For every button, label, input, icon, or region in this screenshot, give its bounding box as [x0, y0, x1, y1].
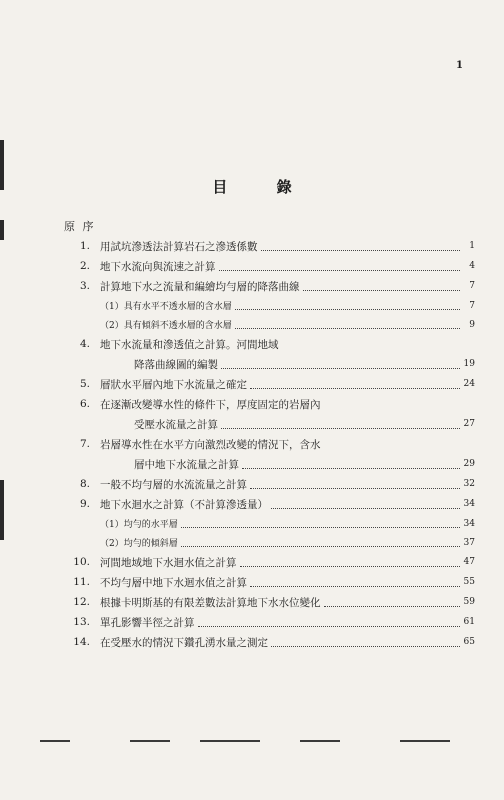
entry-title: 計算地下水之流量和編繪均勻層的降落曲線	[100, 280, 300, 293]
leader-dots	[324, 606, 461, 607]
toc-entry	[60, 394, 475, 414]
toc-entry-continuation	[60, 454, 475, 474]
entry-number: 10.	[73, 556, 90, 568]
entry-title: 層中地下水流量之計算	[134, 458, 239, 471]
leader-dots	[250, 388, 460, 389]
entry-page: 7	[469, 300, 475, 311]
leader-dots	[250, 488, 460, 489]
toc-entry	[60, 552, 475, 572]
leader-dots	[303, 290, 461, 291]
page-title: 目 錄	[212, 178, 314, 196]
entry-page: 61	[463, 617, 475, 627]
entry-number: 6.	[79, 398, 90, 410]
toc-entry	[60, 276, 475, 296]
entry-page: 34	[463, 499, 475, 509]
toc-entry-continuation	[60, 414, 475, 434]
scan-edge-line	[200, 740, 260, 742]
leader-dots	[219, 270, 461, 271]
leader-dots	[271, 508, 460, 509]
entry-number: 12.	[73, 596, 90, 608]
entry-title: （1）具有水平不透水層的含水層	[100, 302, 232, 312]
toc-entry	[60, 256, 475, 276]
entry-number: 13.	[73, 616, 90, 628]
entry-title: 地下水迴水之計算（不計算滲透量）	[100, 498, 268, 511]
entry-number: 9.	[79, 498, 90, 510]
toc-subentry	[60, 315, 475, 334]
entry-page: 4	[469, 261, 475, 271]
toc-entry	[60, 334, 475, 354]
entry-title: 在受壓水的情況下鑽孔湧水量之測定	[100, 636, 268, 649]
entry-title: 受壓水流量之計算	[134, 418, 218, 431]
scan-edge-line	[40, 740, 70, 742]
toc-subentry	[60, 296, 475, 315]
entry-page: 37	[463, 537, 475, 548]
entry-title: 地下水流量和滲透值之計算。河間地域	[100, 338, 279, 351]
leader-dots	[240, 566, 461, 567]
page-number: 1	[456, 60, 463, 71]
toc-subentry	[60, 514, 475, 533]
toc-entry	[60, 592, 475, 612]
entry-number: 3.	[79, 280, 90, 292]
leader-dots	[235, 328, 460, 329]
leader-dots	[261, 250, 461, 251]
entry-number: 11.	[73, 576, 90, 588]
binding-shadow	[0, 220, 4, 240]
entry-title: 單孔影響半徑之計算	[100, 616, 195, 629]
entry-page: 55	[463, 577, 475, 587]
entry-page: 65	[463, 637, 475, 647]
toc-subentry	[60, 533, 475, 552]
entry-page: 47	[463, 557, 475, 567]
toc-entry-continuation	[60, 354, 475, 374]
toc-entry	[60, 374, 475, 394]
entry-page: 9	[469, 319, 475, 330]
entry-title: （2）均勻的傾斜層	[100, 539, 178, 549]
entry-title: 用試坑滲透法計算岩石之滲透係數	[100, 240, 258, 253]
entry-number: 5.	[79, 378, 90, 390]
entry-page: 29	[463, 459, 475, 469]
scan-edge-line	[300, 740, 340, 742]
entry-title: 降落曲線圖的編製	[134, 358, 218, 371]
entry-number: 2.	[79, 260, 90, 272]
toc-entry	[60, 494, 475, 514]
leader-dots	[221, 428, 460, 429]
table-of-contents	[60, 236, 475, 652]
entry-title: 岩層導水性在水平方向激烈改變的情況下，含水	[100, 438, 321, 451]
leader-dots	[242, 468, 460, 469]
entry-number: 1.	[79, 240, 90, 252]
leader-dots	[181, 546, 460, 547]
binding-shadow	[0, 140, 4, 190]
entry-title: 層狀水平層內地下水流量之確定	[100, 378, 247, 391]
entry-title: （1）均勻的水平層	[100, 520, 178, 530]
entry-page: 19	[463, 359, 475, 369]
entry-page: 59	[463, 597, 475, 607]
entry-number: 7.	[79, 438, 90, 450]
entry-title: 河間地域地下水迴水值之計算	[100, 556, 237, 569]
toc-entry	[60, 612, 475, 632]
entry-number: 8.	[79, 478, 90, 490]
leader-dots	[250, 586, 460, 587]
entry-title: 不均勻層中地下水迴水值之計算	[100, 576, 247, 589]
binding-shadow	[0, 480, 4, 540]
entry-page: 32	[463, 479, 475, 489]
toc-entry	[60, 474, 475, 494]
entry-page: 7	[469, 281, 475, 291]
leader-dots	[198, 626, 461, 627]
leader-dots	[235, 309, 460, 310]
entry-page: 27	[463, 419, 475, 429]
scan-edge-line	[130, 740, 170, 742]
preface-label: 原 序	[64, 220, 96, 233]
scan-edge-line	[400, 740, 450, 742]
leader-dots	[271, 646, 460, 647]
entry-page: 34	[463, 518, 475, 529]
entry-number: 4.	[79, 338, 90, 350]
leader-dots	[181, 527, 460, 528]
entry-title: 根據卡明斯基的有限差數法計算地下水水位變化	[100, 596, 321, 609]
toc-entry	[60, 434, 475, 454]
toc-entry	[60, 236, 475, 256]
toc-entry	[60, 572, 475, 592]
toc-entry	[60, 632, 475, 652]
leader-dots	[221, 368, 460, 369]
entry-title: 在逐漸改變導水性的條件下，厚度固定的岩層內	[100, 398, 321, 411]
entry-number: 14.	[73, 636, 90, 648]
entry-title: 地下水流向與流速之計算	[100, 260, 216, 273]
entry-page: 24	[463, 379, 475, 389]
entry-page: 1	[469, 241, 475, 251]
entry-title: 一般不均勻層的水流流量之計算	[100, 478, 247, 491]
entry-title: （2）具有傾斜不透水層的含水層	[100, 321, 232, 331]
